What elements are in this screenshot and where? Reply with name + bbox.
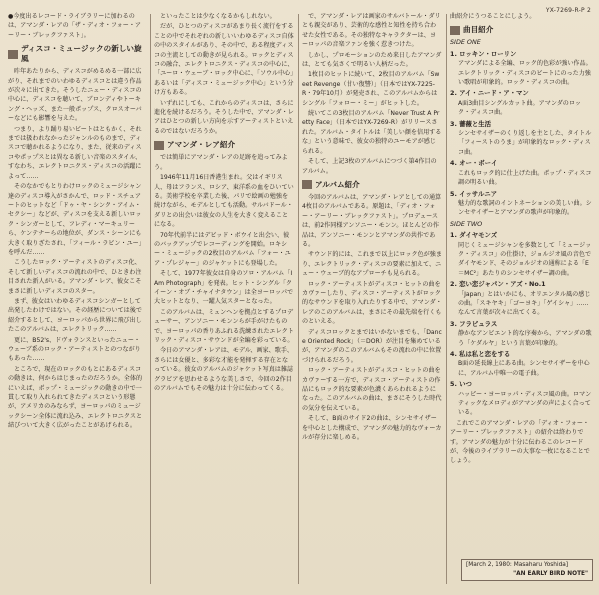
track-description: A面3曲目シングルカット曲。アマンダのロック・ディスコ曲。: [458, 99, 581, 117]
paragraph: 今回のアルバムは、アマンダ・レアとしての通算4枚目のアルバムである。原題は、「ディオ・フォー・アーリー・ブレックファスト」。プロデュースは、前2作同様アンソニー・モンン。ほとんどの作品は、アンソニー・モンンとアマンダの共作である。: [302, 193, 442, 248]
closing-paragraph: これでこのアマンダ・レアの「ディオ・フォー・アーリー・ブレックファスト」の紹介は終わりです。アマンダの魅力が十分に伝わるこのレコードが、今後のライブラリーの大事な一枚になることでしょう。: [450, 419, 590, 465]
track-title: 4. 私は私と恋をする: [450, 350, 511, 358]
paragraph: 続いてこの3枚目のアルバム「Never Trust A Pretty Face」（日本ではYX-7269-R）がリリースされた。アルバム・タイトルは「美しい顔を信用するな」という意味で、彼女の独特のユーモアが感じられる。: [302, 110, 442, 155]
column-divider: [446, 14, 447, 584]
paragraph: 今日のアマンダ・レアは、モデル、画家、歌手、さらには女優と、多彩な才能を発揮する存在となっている。彼女のアルバムのジャケット写真は雑誌グラビアを思わせるような美しさで、今回の2作目のアルバムでもその魅力は十分に伝わってくる。: [154, 347, 294, 393]
track-description: シンセサイザーのくり返しを主とした、タイトル「フィーストのうま」が印象的なロック・ディスコ曲。: [458, 130, 592, 156]
heading-text: ディスコ・ミュージックの新しい旋風: [21, 44, 142, 64]
paragraph: サウンド的には、これまで以上にロック色が強まり、エレクトリック・ディスコの要素に加えて、ニュー・ウェーブ的なアプローチも見られる。: [302, 251, 442, 278]
track-title: 4. オー・ボーイ: [450, 159, 498, 168]
track-title: 1. ロッキン・ローリン: [450, 49, 517, 58]
section-heading-amanda: [154, 140, 294, 150]
paragraph: そして、上記3枚のアルバムにつづく第4作目のアルバム。: [302, 158, 437, 175]
paragraph: ロック・アーティストがディスコ・ヒットの曲をカヴァーする一方で、ディスコ・アーティストの作品にもロック的な要素が色濃くあらわれるようになった。このアルバムの曲は、まさにそうした時代の気分を伝えている。: [302, 367, 442, 412]
paragraph: そして、1977年彼女は自身のソロ・アルバム「I Am Photograph」を発表。ヒット・シングル「クイーン・オブ・チャイナタウン」は全ヨーロッパで大ヒットとなり、一躍人気スターとなった。: [154, 270, 294, 306]
intro-text: ●今度出るレコード・ライブラリーに加わるのは、アマンダ・レアの「ザ・ディオ・フォー・アーリー・ブレックファスト」。: [8, 13, 142, 39]
paragraph: ロック・アーティストがディスコ・ヒットの曲をカヴァーしたり、ディスコ・アーティストがロック的なサウンドを取り入れたりする中で、アマンダ・レアのこのアルバムは、まさにその最先端を行くものといえる。: [302, 280, 442, 326]
track-description: これもロック的に仕上げた曲。ポップ・ディスコ調の明るい曲。: [458, 169, 592, 187]
paragraph: しかし、プロモーションのため来日したアマンダは、とても気さくで明るい人柄だった。: [302, 51, 442, 69]
signature-date: [March 2, 1980: Masaharu Yoshida]: [466, 562, 569, 568]
track-description: ハッピー・ヨーロッパ・ディスコ風の曲。ロマンティックなメロディがアマンダの声によく合っている。: [458, 390, 592, 417]
track-title: 2. 恋い恋ジャパン・アズ・No.1: [450, 280, 546, 289]
column-divider: [150, 14, 151, 584]
section-heading-tracklist: [450, 25, 592, 35]
paragraph: まず、彼女はいわゆるディスコシンガーとして出発したわけではない。その経歴については後で紹介するとして、ヨーロッパから世界に飛び出したこのアルバムは、エレクトリック……: [8, 297, 142, 334]
paragraph: といったことは少なくなるかもしれない。: [160, 13, 276, 20]
paragraph: ディスコロックとまではいかないまでも、「Dance Oriented Rock」（＝DOR）が注目を集めているが、アマンダのこのアルバムもその流れの中に位置づけられるだろう。: [302, 328, 442, 364]
track-title: 3. フラビュラス: [450, 319, 498, 328]
track-description: 同じくミュージシャンを多数として「ミュージック・ディスコ」の仕掛け、ジョルジオ風の音色でダイヤモンド、そのジョルジオの通称による「E＝MC²」あたりのシンセサイザー調の曲。: [458, 241, 592, 277]
paragraph: そのなかでもとりわけロックのミュージシャン達のディスコ導入がさかんで、ロッド・スチュアートのヒットなど「ドゥ・ヤ・シンク・アイム・セクシー」などが、ディスコを支える新しいロック・シンガーとして、フレディ・マーキュリーら、ケンテナーらの地位が、ダンス・シーンにも大きく取りざたされ、「フィール・ラビン・ユー」を呼んだ……: [8, 183, 145, 256]
track-title: 5. イッサルニア: [450, 189, 497, 198]
heading-text: アルバム紹介: [315, 179, 360, 189]
track-title: 2. アイ・ニード・ア・マン: [450, 89, 529, 98]
section-heading-album: [302, 180, 442, 190]
column-3: [302, 12, 442, 588]
heading-text: 曲目紹介: [463, 25, 494, 35]
column-4: [450, 12, 592, 540]
section-heading-disco: [8, 44, 146, 64]
paragraph: で、アマンダ・レアは画家のサルバトール・ダリとも親交があり、芸術的な感性と知性を持ち合わせた女性である。その独特なキャラクターは、ヨーロッパの音楽ファンを強く惹きつけた。: [302, 13, 441, 49]
signature-title: "AN EARLY BIRD NOTE": [513, 571, 588, 577]
heading-bar-icon: [450, 26, 460, 35]
column-1: [8, 12, 146, 588]
signature-box: [461, 559, 593, 581]
track-description: アマンダによる全編、ロック的色彩が強い作品。エレクトリック・ディスコのビートにのった力強い歌唱が印象的。ロック・ディスコの曲。: [458, 60, 592, 87]
intro-text: 曲紹介にうつることにしよう。: [450, 13, 536, 20]
paragraph: こうしたロック・アーティストのディスコ化、そして新しいディスコの流れの中で、ひときわ注目された新人がいる。アマンダ・レア、彼女こそまさに新しいディスコのスター。: [8, 259, 142, 295]
track-description: 魅力的な歌詞のイントネーションの美しい曲。シンセサイザーとアマンダの歌声が印象的。: [458, 199, 592, 217]
catalog-number: YX-7269-R-P 2: [545, 7, 591, 14]
paragraph: 昨年あたりから、ディスコがめるめる一部に広がり、それまでのいわゆるディスコとは違う作品が次々に出てきた。そうしたニュー・ディスコの中心に、ディスコを聴いて、ブロンディやトーキング・ヘッズ、また一般ポップス、クロスオーバーなどにも影響を与えた。: [8, 68, 142, 123]
paragraph: 1946年11月16日香港生まれ。父はイギリス人、母はフランス、ロシア、東洋系の血をひいている。美術学校を卒業した後、パリで絵画の勉強を続けながら、モデルとしても活動。サルバドール・ダリとの出会いは彼女の人生を大きく変えることになる。: [154, 174, 294, 229]
paragraph: 70年代前半にはデビッド・ボウイと出会い、彼のバックアップでレコーディングを開始。ロキシー・ミュージックの2枚目のアルバム「フォー・ユア・プレジャー」のジャケットにも登場した。: [154, 231, 291, 267]
heading-bar-icon: [8, 50, 18, 59]
column-divider: [298, 14, 299, 584]
paragraph: ところで、現在のロックのもとにあるディスコの動きは、何からはじまったのだろうか。全体的にいえば、ポップ・ミュージックの動きの中で一貫して取り入れられてきたディスコという形態が、アメリカのみならず、ヨーロッパのミュージックシーン全体に流れ込み、エレクトロニクスと結びついて大きく広がったことがあげられる。: [8, 365, 143, 430]
paragraph: 1枚目のヒットに続いて、2枚目のアルバム「Sweet Revenge（甘い復讐）」（日本ではYX-7225-R・79年10月）が発売され、このアルバムからはシングル「フォロー・ミー」がヒットした。: [302, 71, 440, 107]
track-title: 1. ダイヤモンズ: [450, 231, 498, 240]
paragraph: 更に、B52's、ドヴォランスといったニュー・ウェーブ系のロック・アーティストとのつながりもあった……: [8, 336, 141, 363]
track-description: 「Japan」とはいかにも、オリエンタル風の感じの曲。「スキヤキ」「ゴーヨキ」「ゲイシャ」……なんて言葉が次々に出てくる。: [458, 290, 591, 317]
heading-bar-icon: [154, 141, 164, 150]
paragraph: つまり、より踊り易いビートはともかく、それまでは扱われなかったジャンルのものまで、ディスコで聴かれるようになり、また、従来のディスコやポップスとは異なる新しい音楽のスタイル、すなわち、エレクトロニクス・ディスコの活躍によって……: [8, 125, 142, 180]
track-title: 3. 薔薇と生活: [450, 119, 492, 128]
side-two-label: SIDE TWO: [450, 219, 483, 228]
heading-bar-icon: [302, 180, 312, 189]
track-description: B面の延長線上にある曲。シンセサイザーを中心に、アルバム中唯一の電子曲。: [458, 360, 590, 377]
track-description: 静かなアンビエント的な序奏から、アマンダの歌う「ケダルヤ」という言葉が印象的。: [458, 330, 592, 347]
paragraph: では簡単にアマンダ・レアの足跡を追ってみよう。: [154, 154, 288, 171]
heading-text: アマンダ・レア紹介: [167, 140, 236, 150]
paragraph: だが、ひとつのディスコがあまり長く流行をすることの中でそれぞれの新しいいわゆるディスコ自体の中のスタイルがあり、その中で、ある程度ディスコの主流としての動きが見られる。ロックとディスコの融合、エレクトロニクス・ディスコの中心に、「ユーロ・ウェーブ・ロック中心に、「ソウル中心」あるいは「ディスコ・ミュージック中心」という分け方もある。: [154, 23, 294, 97]
column-2: [154, 12, 294, 588]
track-title: 5. いつ: [450, 380, 472, 389]
paragraph: このアルバムは、ミュンヘンを拠点とするプロデューサー、アンソニー・モンンらが手がけたもので、ヨーロッパの香りあふれる洗練されたエレクトリック・ディスコ・サウンドが全編を彩っている。: [154, 308, 294, 344]
side-one-label: SIDE ONE: [450, 38, 481, 47]
paragraph: そして、B面のサイド2の曲は、シンセサイザーを中心とした構成で、アマンダの魅力的なヴォーカルが存分に楽しめる。: [302, 415, 442, 442]
paragraph: いずれにしても、これからのディスコは、さらに進化を続けるだろう。そうした中で、アマンダ・レアはひとつの新しい方向を示すアーティストといえるのではないだろうか。: [154, 99, 294, 135]
